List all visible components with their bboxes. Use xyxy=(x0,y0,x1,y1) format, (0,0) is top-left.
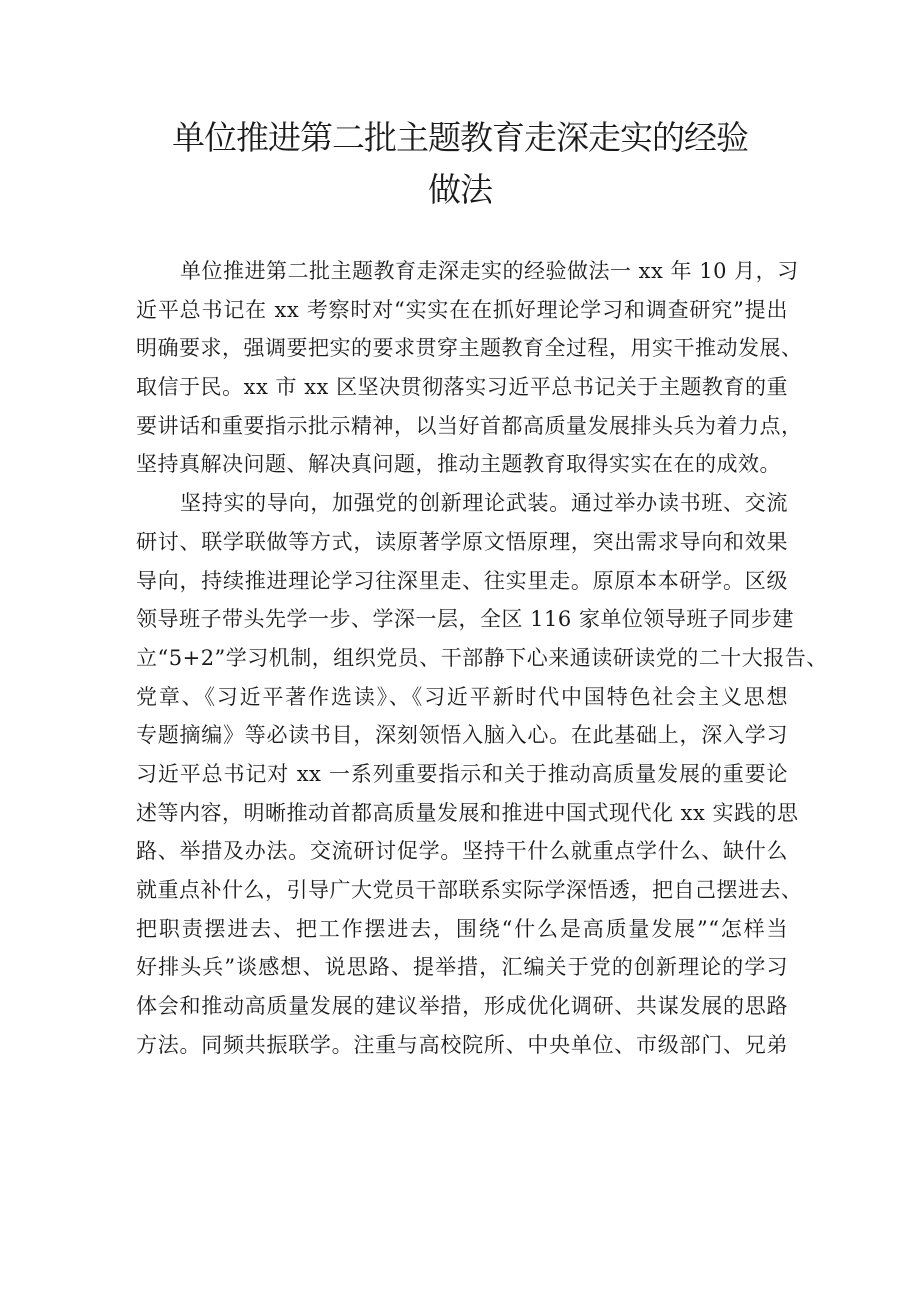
paragraph-line: 单位推进第二批主题教育走深走实的经验做法一 xx 年 10 月，习 xyxy=(180,259,799,283)
paragraph-line: 路、举措及办法。交流研讨促学。坚持干什么就重点学什么、缺什么 xyxy=(136,839,788,864)
paragraph-line: 研讨、联学联做等方式，读原著学原文悟原理，突出需求导向和效果 xyxy=(136,529,788,554)
title-line-1: 单位推进第二批主题教育走深走实的经验 xyxy=(172,118,748,157)
paragraph-line: 把职责摆进去、把工作摆进去，围绕“什么是高质量发展”“怎样当 xyxy=(136,916,788,941)
paragraph-line: 专题摘编》等必读书目，深刻领悟入脑入心。在此基础上，深入学习 xyxy=(136,723,788,748)
paragraph-1 xyxy=(136,252,803,484)
paragraph-line: 明确要求，强调要把实的要求贯穿主题教育全过程，用实干推动发展、 xyxy=(136,336,803,361)
paragraph-line: 述等内容，明晰推动首都高质量发展和推进中国式现代化 xx 实践的思 xyxy=(136,800,799,825)
paragraph-2 xyxy=(136,484,828,1064)
paragraph-line: 方法。同频共振联学。注重与高校院所、中央单位、市级部门、兄弟 xyxy=(136,1032,788,1057)
document-title xyxy=(130,112,790,216)
document-body xyxy=(136,252,828,1064)
paragraph-line: 坚持真解决问题、解决真问题，推动主题教育取得实实在在的成效。 xyxy=(136,452,781,477)
paragraph-line: 就重点补什么，引导广大党员干部联系实际学深悟透，把自己摆进去、 xyxy=(136,878,803,902)
paragraph-line: 体会和推动高质量发展的建议举措，形成优化调研、共谋发展的思路 xyxy=(136,994,788,1019)
paragraph-line: 导向，持续推进理论学习往深里走、往实里走。原原本本研学。区级 xyxy=(136,568,788,593)
paragraph-line: 要讲话和重要指示批示精神，以当好首都高质量发展排头兵为着力点， xyxy=(136,413,803,438)
paragraph-line: 坚持实的导向，加强党的创新理论武装。通过举办读书班、交流 xyxy=(180,491,788,516)
paragraph-line: 领导班子带头先学一步、学深一层，全区 116 家单位领导班子同步建 xyxy=(136,607,794,632)
paragraph-line: 取信于民。xx 市 xx 区坚决贯彻落实习近平总书记关于主题教育的重 xyxy=(136,375,788,400)
paragraph-line: 习近平总书记对 xx 一系列重要指示和关于推动高质量发展的重要论 xyxy=(136,761,788,786)
title-line-2: 做法 xyxy=(428,170,492,209)
paragraph-line: 立“5+2”学习机制，组织党员、干部静下心来通读研读党的二十大报告、 xyxy=(136,645,828,670)
paragraph-line: 好排头兵”谈感想、说思路、提举措，汇编关于党的创新理论的学习 xyxy=(136,955,788,980)
paragraph-line: 近平总书记在 xx 考察时对“实实在在抓好理论学习和调查研究”提出 xyxy=(136,297,788,322)
paragraph-line: 党章、《习近平著作选读》、《习近平新时代中国特色社会主义思想 xyxy=(136,684,788,709)
